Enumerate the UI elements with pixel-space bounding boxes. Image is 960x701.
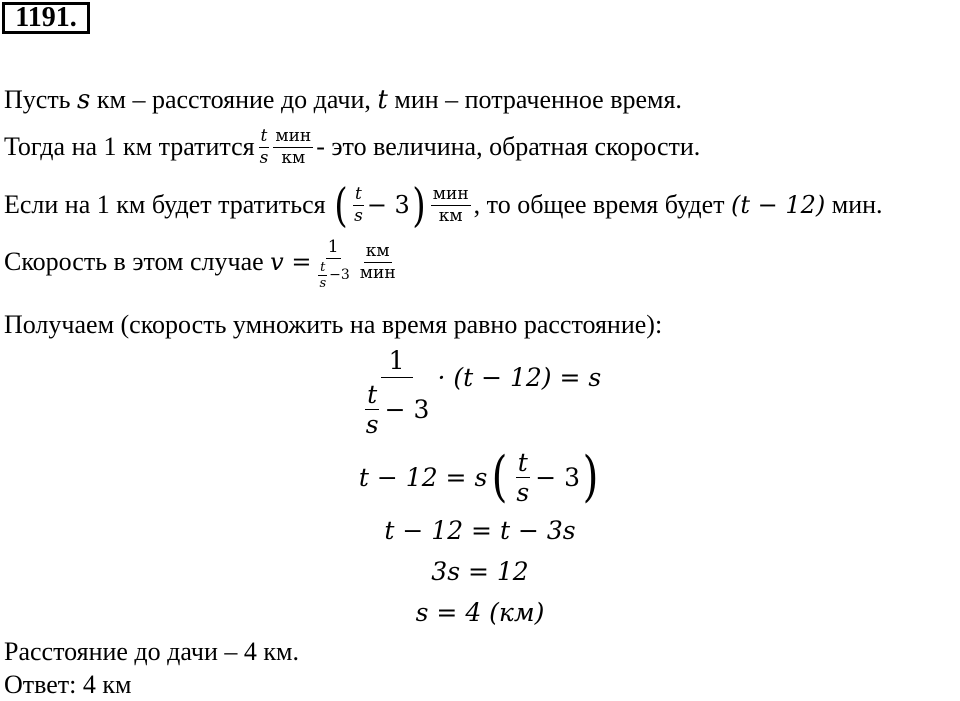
numerator: км: [365, 240, 390, 261]
denominator: мин: [359, 262, 396, 283]
fraction-t-over-s: [364, 382, 381, 437]
text: Получаем (скорость умножить на время равно расстояние):: [4, 310, 663, 339]
right-paren: ): [582, 445, 599, 508]
text: Тогда на 1 км тратится: [4, 132, 255, 161]
equation-text: t − 12 = t − 3s: [384, 515, 576, 545]
text: - это величина, обратная скорости.: [316, 132, 701, 161]
var-t: t: [377, 85, 388, 115]
text: Если на 1 км будет тратиться: [4, 190, 326, 219]
fraction-t-over-s: [352, 183, 365, 226]
numerator: 1: [327, 236, 339, 257]
problem-number: 1191.: [2, 2, 90, 34]
line-setup: [4, 80, 682, 120]
fraction-t-over-s: [317, 261, 328, 290]
equation-5: [0, 594, 960, 630]
denominator: [314, 259, 351, 290]
line-conclusion: [4, 632, 299, 672]
left-paren: (: [491, 445, 508, 508]
numerator: t: [355, 183, 362, 204]
numerator: t: [260, 125, 268, 146]
denominator: s: [354, 205, 363, 226]
equation-4: [0, 553, 960, 589]
text: , то общее время будет: [473, 190, 725, 219]
minus-three: − 3: [384, 395, 430, 424]
fraction-t-over-s: [258, 125, 271, 168]
equation-text: s = 4 (км): [415, 597, 545, 627]
equation-2: [0, 447, 960, 507]
numerator: t: [367, 380, 378, 409]
right-paren: ): [412, 178, 426, 232]
text: Пусть: [4, 85, 71, 114]
equation-3: [0, 512, 960, 548]
minus-three: −3: [329, 267, 350, 283]
expression: (t − 12): [730, 191, 826, 219]
equation-1: [0, 345, 960, 440]
minus-three: − 3: [535, 462, 581, 492]
line-equation-intro: [4, 305, 662, 345]
denominator: s: [516, 477, 530, 507]
unit-fraction: [431, 183, 471, 226]
equation-left: t − 12 = s: [358, 462, 488, 492]
line-answer: [4, 670, 131, 700]
numerator: 1: [381, 348, 413, 378]
equation-text: 3s = 12: [431, 556, 529, 586]
denominator: км: [438, 205, 463, 226]
unit-fraction: [273, 125, 313, 168]
unit-fraction: [358, 240, 398, 283]
line-new-time: [4, 178, 883, 232]
text: Скорость в этом случае: [4, 247, 264, 276]
denominator: км: [281, 147, 306, 168]
left-paren: (: [334, 178, 348, 232]
denominator: s: [319, 275, 327, 291]
fraction-t-over-s: [514, 447, 531, 507]
var-s: s: [77, 85, 91, 115]
minus-three: − 3: [366, 191, 410, 219]
denominator: [362, 378, 432, 437]
speed-var: v =: [270, 248, 312, 276]
equation-rest: · (t − 12) = s: [437, 363, 602, 392]
numerator: мин: [275, 125, 312, 146]
line-per-km: [4, 127, 700, 167]
denominator: s: [365, 410, 379, 439]
text: мин.: [831, 190, 883, 219]
answer-text: Ответ: 4 км: [4, 670, 132, 699]
speed-fraction: [314, 236, 351, 291]
numerator: t: [517, 447, 528, 477]
line-speed: [4, 236, 401, 291]
main-fraction: [362, 348, 432, 437]
text: Расстояние до дачи – 4 км.: [4, 637, 299, 666]
text: км – расстояние до дачи,: [96, 85, 371, 114]
numerator: мин: [432, 183, 469, 204]
numerator: t: [320, 259, 326, 275]
denominator: s: [259, 147, 269, 168]
text: мин – потраченное время.: [394, 85, 682, 114]
